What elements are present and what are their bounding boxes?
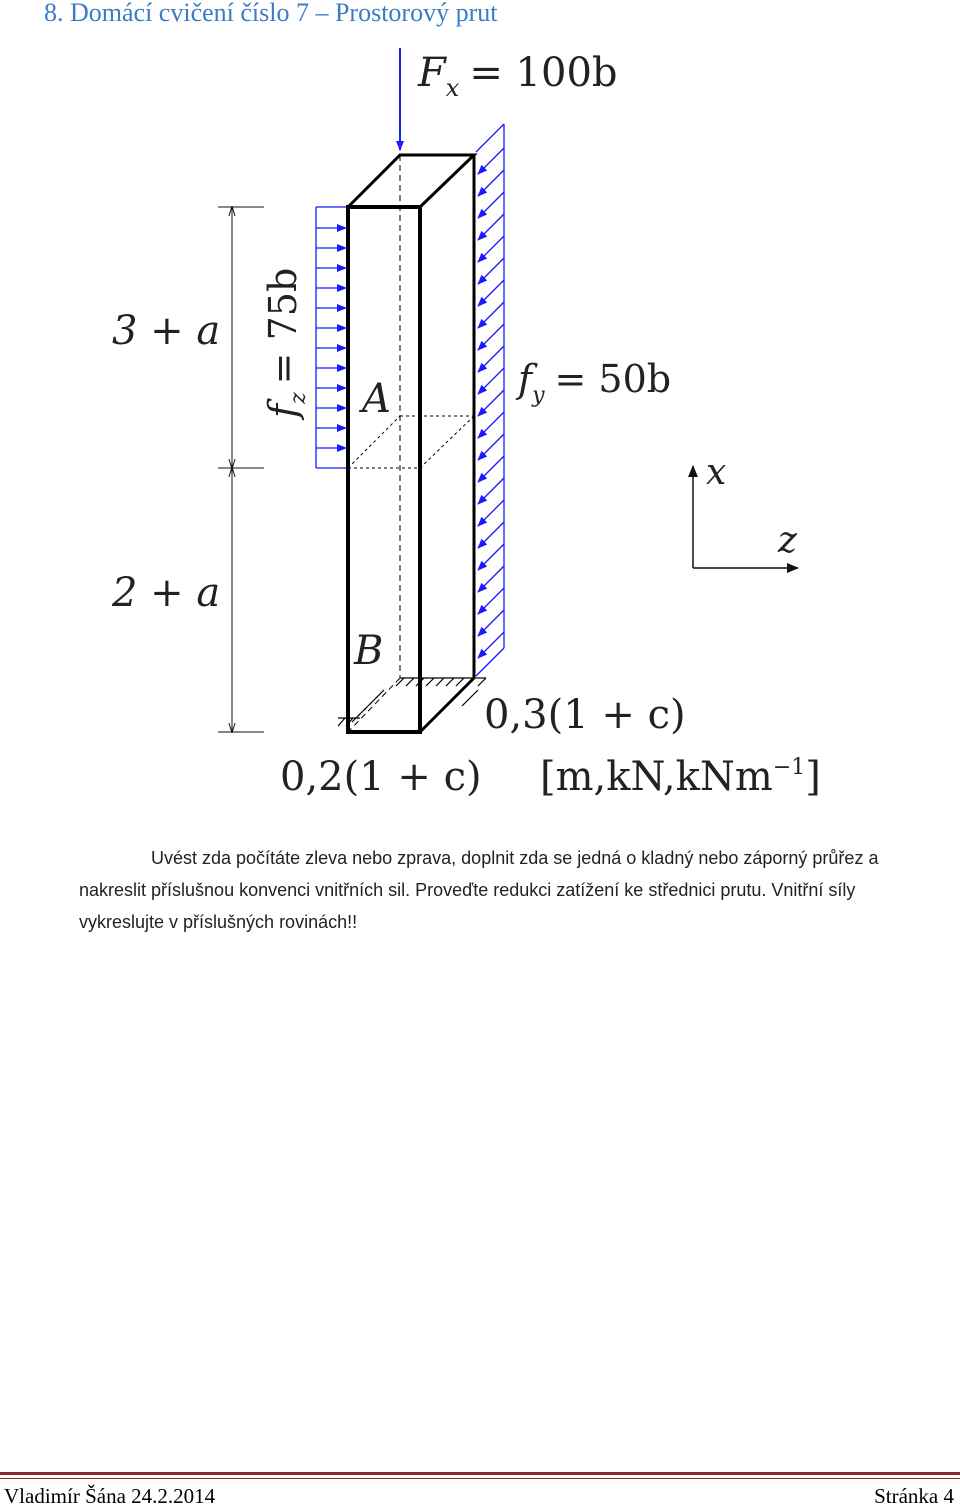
point-a-label: A	[362, 376, 391, 422]
load-fy-arrows	[476, 124, 504, 676]
fixed-support-hatching	[338, 678, 486, 726]
assignment-text: Uvést zda počítáte zleva nebo zprava, doplnit zda se jedná o kladný nebo záporný průřez a nakreslit příslušnou konvenci vnitřních sil. Proveďte redukci zatížení ke střednici prutu. Vnitřní síly vykreslujte v příslušných rovinách!!	[79, 848, 879, 932]
dim-lower-label: 2 + a	[112, 570, 221, 616]
section-heading: 8. Domácí cvičení číslo 7 – Prostorový prut	[44, 0, 498, 27]
axis-z-label: z	[778, 520, 797, 561]
footer-page-number: Stránka 4	[874, 1484, 954, 1508]
footer-author-date: Vladimír Šána 24.2.2014	[4, 1484, 216, 1508]
axis-x-label: x	[706, 452, 727, 493]
dimension-lines	[218, 207, 264, 732]
dim-upper-label: 3 + a	[112, 308, 221, 354]
load-fz-label: $f_z= 75b$	[261, 267, 311, 418]
units-label: [m,kN,kNm$^{-1}$]	[540, 754, 821, 800]
footer-rule-thin	[0, 1478, 960, 1479]
dim-depth-label: 0,3(1 + c)	[484, 692, 686, 738]
dim-width-label: 0,2(1 + c)	[280, 754, 482, 800]
load-fy-label: $f_y = 50b$	[518, 357, 672, 408]
footer-rule	[0, 1472, 960, 1475]
load-fz-arrows	[316, 207, 346, 468]
assignment-instructions	[79, 842, 929, 938]
point-b-label: B	[354, 628, 384, 674]
force-fx-label: $F_x = 100b$	[418, 50, 618, 102]
